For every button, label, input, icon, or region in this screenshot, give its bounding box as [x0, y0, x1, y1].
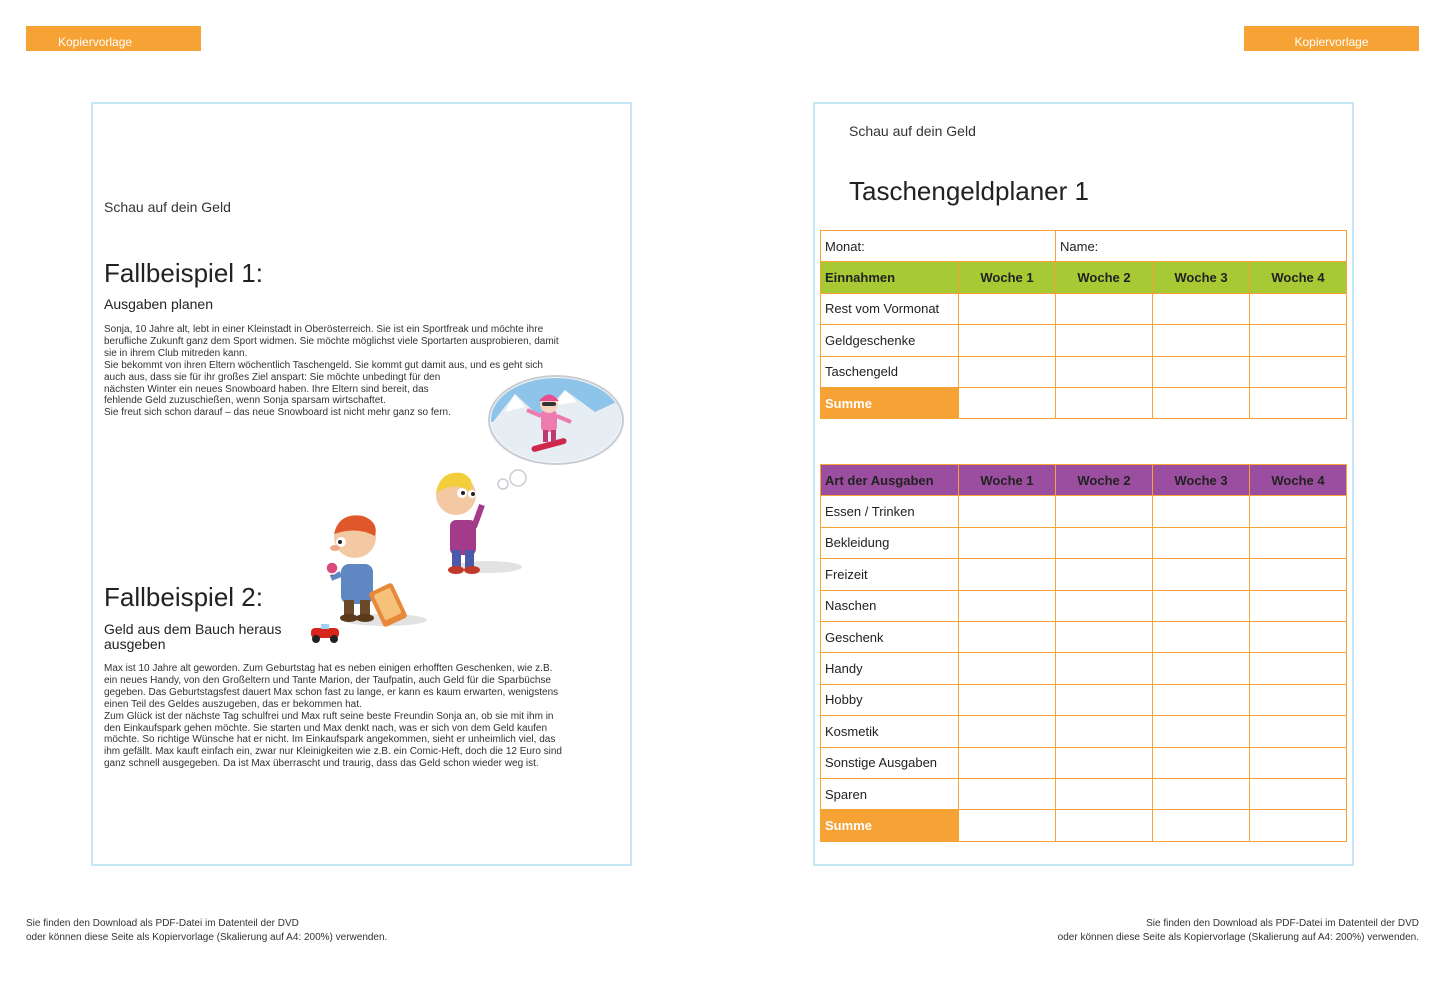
- table-row: [821, 293, 1347, 324]
- income-cell[interactable]: [1153, 356, 1250, 387]
- income-header-week2: Woche 2: [1056, 262, 1153, 293]
- expense-header-week3: Woche 3: [1153, 465, 1250, 496]
- income-row-label: Taschengeld: [821, 356, 959, 387]
- table-row: [821, 356, 1347, 387]
- table-row: [821, 527, 1347, 558]
- income-cell[interactable]: [959, 293, 1056, 324]
- case2-title: Fallbeispiel 2:: [104, 582, 263, 612]
- expense-cell[interactable]: [959, 559, 1056, 590]
- expense-cell[interactable]: [1056, 621, 1153, 652]
- income-cell[interactable]: [1153, 325, 1250, 356]
- copy-template-tag-left: Kopiervorlage: [26, 26, 201, 51]
- footer-note-right: Sie finden den Download als PDF-Datei im Datenteil der DVD oder können diese Seite als Kopiervorlage (Skalierung auf A4: 200%) verwenden.: [1057, 918, 1419, 943]
- expense-row-label: Kosmetik: [821, 716, 959, 747]
- expense-cell[interactable]: [959, 590, 1056, 621]
- expense-row-label: Freizeit: [821, 559, 959, 590]
- table-row: [821, 747, 1347, 778]
- expense-cell[interactable]: [1153, 590, 1250, 621]
- month-field[interactable]: Monat:: [821, 231, 1056, 262]
- expense-row-label: Sonstige Ausgaben: [821, 747, 959, 778]
- expense-cell[interactable]: [1056, 653, 1153, 684]
- expense-cell[interactable]: [1250, 684, 1347, 715]
- table-row: [821, 778, 1347, 809]
- income-cell[interactable]: [1250, 293, 1347, 324]
- income-cell[interactable]: [1056, 325, 1153, 356]
- case2-text: Max ist 10 Jahre alt geworden. Zum Geburtstag hat es neben einigen erhofften Geschenken, wie z.B. ein neues Handy, von den Großeltern und Tante Marion, der Taufpatin, auch Geld für die Sparbüchse gegeben. Das Geburtstagsfest dauert Max schon fast zu lange, er kann es kaum erwarten, wenigstens einen Teil des Geldes auszugeben, das er bekommen hat. Zum Glück ist der nächste Tag schulfrei und Max ruft seine beste Freundin Sonja an, ob sie mit ihm in den Einkaufspark gehen möchte. Sie starten und Max denkt nach, was er sich von dem Geld kaufen möchte. So richtige Wünsche hat er nicht. Im Einkaufspark angekommen, sieht er unheimlich viel, das ihm gefällt. Max kauft einfach ein, zwar nur Kleinigkeiten wie z.B. ein Comic-Heft, doch die 12 Euro sind ganz schnell ausgegeben. Da ist Max überrascht und traurig, dass das Geld schon wieder weg ist.: [104, 663, 562, 770]
- expense-cell[interactable]: [1153, 496, 1250, 527]
- income-row-label: Geldgeschenke: [821, 325, 959, 356]
- expense-cell[interactable]: [1250, 496, 1347, 527]
- expense-sum-cell[interactable]: [959, 810, 1056, 841]
- expense-cell[interactable]: [1153, 653, 1250, 684]
- expense-cell[interactable]: [1250, 653, 1347, 684]
- income-sum-row: [821, 387, 1347, 418]
- expense-cell[interactable]: [1250, 590, 1347, 621]
- expense-cell[interactable]: [959, 621, 1056, 652]
- table-row: [821, 325, 1347, 356]
- expense-cell[interactable]: [1153, 559, 1250, 590]
- expense-cell[interactable]: [1056, 684, 1153, 715]
- expense-row-label: Bekleidung: [821, 527, 959, 558]
- expense-row-label: Handy: [821, 653, 959, 684]
- expense-header-week2: Woche 2: [1056, 465, 1153, 496]
- expense-cell[interactable]: [1153, 621, 1250, 652]
- expense-cell[interactable]: [959, 496, 1056, 527]
- income-cell[interactable]: [1250, 325, 1347, 356]
- income-header-week4: Woche 4: [1250, 262, 1347, 293]
- case1-title: Fallbeispiel 1:: [104, 258, 263, 288]
- month-name-row: [821, 231, 1347, 262]
- left-page-kicker: Schau auf dein Geld: [104, 199, 231, 215]
- expense-row-label: Geschenk: [821, 621, 959, 652]
- income-table: [820, 230, 1347, 419]
- table-row: [821, 590, 1347, 621]
- expense-cell[interactable]: [1056, 747, 1153, 778]
- expense-header-label: Art der Ausgaben: [821, 465, 959, 496]
- expense-cell[interactable]: [1153, 716, 1250, 747]
- expense-sum-cell[interactable]: [1153, 810, 1250, 841]
- expense-sum-label: Summe: [821, 810, 959, 841]
- expense-header-week1: Woche 1: [959, 465, 1056, 496]
- income-sum-cell[interactable]: [1153, 387, 1250, 418]
- case1-subtitle: Ausgaben planen: [104, 296, 213, 312]
- table-row: [821, 716, 1347, 747]
- name-field[interactable]: Name:: [1056, 231, 1347, 262]
- expense-row-label: Essen / Trinken: [821, 496, 959, 527]
- expense-cell[interactable]: [1056, 590, 1153, 621]
- copy-template-tag-right: Kopiervorlage: [1244, 26, 1419, 51]
- income-header-label: Einnahmen: [821, 262, 959, 293]
- expense-cell[interactable]: [1250, 527, 1347, 558]
- expense-cell[interactable]: [959, 778, 1056, 809]
- income-sum-cell[interactable]: [959, 387, 1056, 418]
- expense-cell[interactable]: [959, 747, 1056, 778]
- income-row-label: Rest vom Vormonat: [821, 293, 959, 324]
- case2-subtitle: Geld aus dem Bauch heraus ausgeben: [104, 621, 282, 652]
- expense-header-row: [821, 465, 1347, 496]
- expense-cell[interactable]: [959, 684, 1056, 715]
- income-header-week3: Woche 3: [1153, 262, 1250, 293]
- expense-cell[interactable]: [1250, 621, 1347, 652]
- income-cell[interactable]: [1056, 293, 1153, 324]
- expense-cell[interactable]: [1153, 684, 1250, 715]
- table-row: [821, 653, 1347, 684]
- expense-row-label: Hobby: [821, 684, 959, 715]
- planner-title: Taschengeldplaner 1: [849, 176, 1089, 206]
- expense-row-label: Naschen: [821, 590, 959, 621]
- table-row: [821, 559, 1347, 590]
- table-row: [821, 496, 1347, 527]
- expense-cell[interactable]: [959, 716, 1056, 747]
- income-cell[interactable]: [959, 356, 1056, 387]
- expense-sum-cell[interactable]: [1250, 810, 1347, 841]
- income-cell[interactable]: [1056, 356, 1153, 387]
- expense-sum-cell[interactable]: [1056, 810, 1153, 841]
- right-page-kicker: Schau auf dein Geld: [849, 123, 976, 139]
- girl-thinking-illustration: [420, 465, 525, 577]
- expense-cell[interactable]: [1153, 778, 1250, 809]
- expense-cell[interactable]: [959, 653, 1056, 684]
- expense-cell[interactable]: [1250, 716, 1347, 747]
- expense-cell[interactable]: [1250, 778, 1347, 809]
- income-sum-label: Summe: [821, 387, 959, 418]
- expense-cell[interactable]: [1250, 559, 1347, 590]
- expense-cell[interactable]: [1056, 559, 1153, 590]
- expense-cell[interactable]: [1153, 527, 1250, 558]
- footer-note-left: Sie finden den Download als PDF-Datei im Datenteil der DVD oder können diese Seite als Kopiervorlage (Skalierung auf A4: 200%) verwenden.: [26, 918, 388, 943]
- expense-cell[interactable]: [959, 527, 1056, 558]
- expense-sum-row: [821, 810, 1347, 841]
- expense-cell[interactable]: [1056, 716, 1153, 747]
- income-header-row: [821, 262, 1347, 293]
- expense-cell[interactable]: [1056, 496, 1153, 527]
- expense-table: [820, 464, 1347, 842]
- expense-cell[interactable]: [1056, 527, 1153, 558]
- case1-text: Sonja, 10 Jahre alt, lebt in einer Kleinstadt in Oberösterreich. Sie ist ein Sportfreak und möchte ihre berufliche Zukunft ganz dem Sport widmen. Sie möchte möglichst viele Sportarten ausprobieren, damit sie in ihrem Club mitreden kann. Sie bekommt von ihren Eltern wöchentlich Taschengeld. Sie kommt gut damit aus, und es geht sich auch aus, dass sie für ihr großes Ziel anspart: Sie möchte unbedingt für den nächsten Winter ein neues Snowboard haben. Ihre Eltern sind bereit, das fehlende Geld zuzuschießen, wenn Sonja sparsam wirtschaftet. Sie freut sich schon darauf – das neue Snowboard ist nicht mehr ganz so fern.: [104, 324, 559, 419]
- income-cell[interactable]: [959, 325, 1056, 356]
- expense-cell[interactable]: [1056, 778, 1153, 809]
- expense-header-week4: Woche 4: [1250, 465, 1347, 496]
- income-header-week1: Woche 1: [959, 262, 1056, 293]
- income-cell[interactable]: [1153, 293, 1250, 324]
- table-row: [821, 621, 1347, 652]
- expense-row-label: Sparen: [821, 778, 959, 809]
- table-row: [821, 684, 1347, 715]
- income-sum-cell[interactable]: [1056, 387, 1153, 418]
- income-cell[interactable]: [1250, 356, 1347, 387]
- expense-cell[interactable]: [1250, 747, 1347, 778]
- expense-cell[interactable]: [1153, 747, 1250, 778]
- boy-with-money-illustration: [305, 512, 435, 647]
- income-sum-cell[interactable]: [1250, 387, 1347, 418]
